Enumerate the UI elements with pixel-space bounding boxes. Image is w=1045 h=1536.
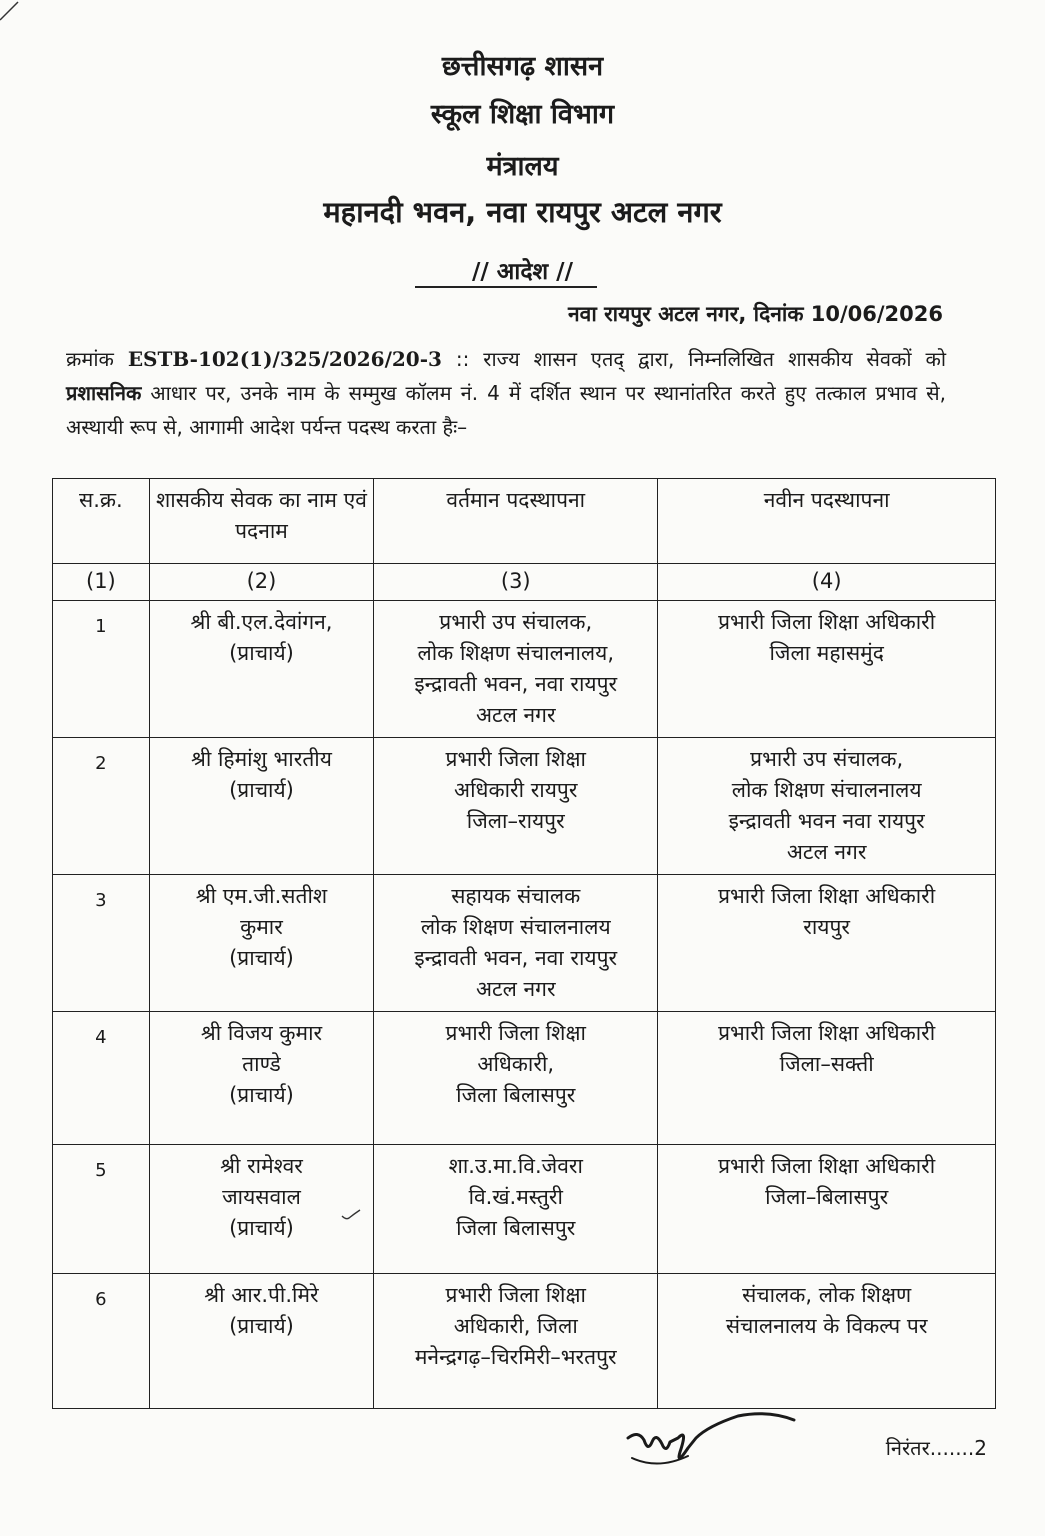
employee-name: श्री हिमांशु भारतीय (प्राचार्य): [149, 738, 373, 875]
current-posting: सहायक संचालक लोक शिक्षण संचालनालय इन्द्रावती भवन, नवा रायपुर अटल नगर: [374, 875, 658, 1012]
new-posting: प्रभारी जिला शिक्षा अधिकारी जिला–बिलासपुर: [658, 1145, 996, 1274]
order-title-underline: [415, 286, 597, 288]
header-current-posting: वर्तमान पदस्थापना: [374, 479, 658, 564]
intro-text-part2: आधार पर, उनके नाम के सम्मुख कॉलम नं. 4 में दर्शित स्थान पर स्थानांतरित करते हुए तत्काल प्रभाव से, अस्थायी रूप से, आगामी आदेश पर्यन्त पदस्थ करता हैः–: [66, 381, 947, 439]
transfer-table: [52, 478, 996, 1409]
government-title: छत्तीसगढ़ शासन: [441, 51, 604, 82]
new-posting: प्रभारी जिला शिक्षा अधिकारी जिला महासमुंद: [658, 601, 996, 738]
continued-page-note: निरंतर.......2: [885, 1436, 987, 1460]
table-row: [53, 875, 996, 1012]
employee-name: श्री विजय कुमार ताण्डे (प्राचार्य): [149, 1012, 373, 1145]
row-serial: 1: [53, 601, 150, 738]
row-serial: 2: [53, 738, 150, 875]
current-posting: प्रभारी उप संचालक, लोक शिक्षण संचालनालय, इन्द्रावती भवन, नवा रायपुर अटल नगर: [374, 601, 658, 738]
order-intro-paragraph: [66, 342, 946, 444]
row-serial: 6: [53, 1274, 150, 1409]
table-row: [53, 738, 996, 875]
column-number: (3): [374, 564, 658, 601]
header-name: शासकीय सेवक का नाम एवं पदनाम: [149, 479, 373, 564]
header-serial: स.क्र.: [53, 479, 150, 564]
employee-name: श्री बी.एल.देवांगन, (प्राचार्य): [149, 601, 373, 738]
ref-label: क्रमांक: [66, 347, 114, 371]
table-row: [53, 1145, 996, 1274]
new-posting: प्रभारी जिला शिक्षा अधिकारी जिला–सक्ती: [658, 1012, 996, 1145]
current-posting: शा.उ.मा.वि.जेवरा वि.खं.मस्तुरी जिला बिलासपुर: [374, 1145, 658, 1274]
row-serial: 3: [53, 875, 150, 1012]
row-serial: 4: [53, 1012, 150, 1145]
column-number: (2): [149, 564, 373, 601]
column-number-row: [53, 564, 996, 601]
department-title: स्कूल शिक्षा विभाग: [430, 99, 615, 130]
intro-bold-word: प्रशासनिक: [66, 381, 142, 405]
current-posting: प्रभारी जिला शिक्षा अधिकारी रायपुर जिला–रायपुर: [374, 738, 658, 875]
current-posting: प्रभारी जिला शिक्षा अधिकारी, जिला बिलासपुर: [374, 1012, 658, 1145]
order-title: // आदेश //: [472, 259, 573, 285]
new-posting: प्रभारी जिला शिक्षा अधिकारी रायपुर: [658, 875, 996, 1012]
employee-name: श्री एम.जी.सतीश कुमार (प्राचार्य): [149, 875, 373, 1012]
header-new-posting: नवीन पदस्थापना: [658, 479, 996, 564]
signature: [618, 1408, 808, 1478]
corner-mark: [0, 0, 22, 22]
employee-name: श्री आर.पी.मिरे (प्राचार्य): [149, 1274, 373, 1409]
row-serial: 5: [53, 1145, 150, 1274]
new-posting: संचालक, लोक शिक्षण संचालनालय के विकल्प पर: [658, 1274, 996, 1409]
table-header-row: [53, 479, 996, 564]
intro-text-part1: :: राज्य शासन एतद् द्वारा, निम्नलिखित शासकीय सेवकों को: [455, 347, 947, 371]
ministry-title: मंत्रालय: [486, 151, 559, 182]
column-number: (1): [53, 564, 150, 601]
reference-number: ESTB-102(1)/325/2026/20-3: [127, 347, 442, 371]
new-posting: प्रभारी उप संचालक, लोक शिक्षण संचालनालय इन्द्रावती भवन नवा रायपुर अटल नगर: [658, 738, 996, 875]
column-number: (4): [658, 564, 996, 601]
tick-mark: [340, 1208, 362, 1222]
current-posting: प्रभारी जिला शिक्षा अधिकारी, जिला मनेन्द्रगढ़–चिरमिरी–भरतपुर: [374, 1274, 658, 1409]
table-row: [53, 1274, 996, 1409]
office-address: महानदी भवन, नवा रायपुर अटल नगर: [323, 195, 722, 229]
table-row: [53, 601, 996, 738]
order-date: नवा रायपुर अटल नगर, दिनांक 10/06/2026: [567, 302, 943, 326]
employee-name: श्री रामेश्वर जायसवाल (प्राचार्य): [149, 1145, 373, 1274]
table-row: [53, 1012, 996, 1145]
